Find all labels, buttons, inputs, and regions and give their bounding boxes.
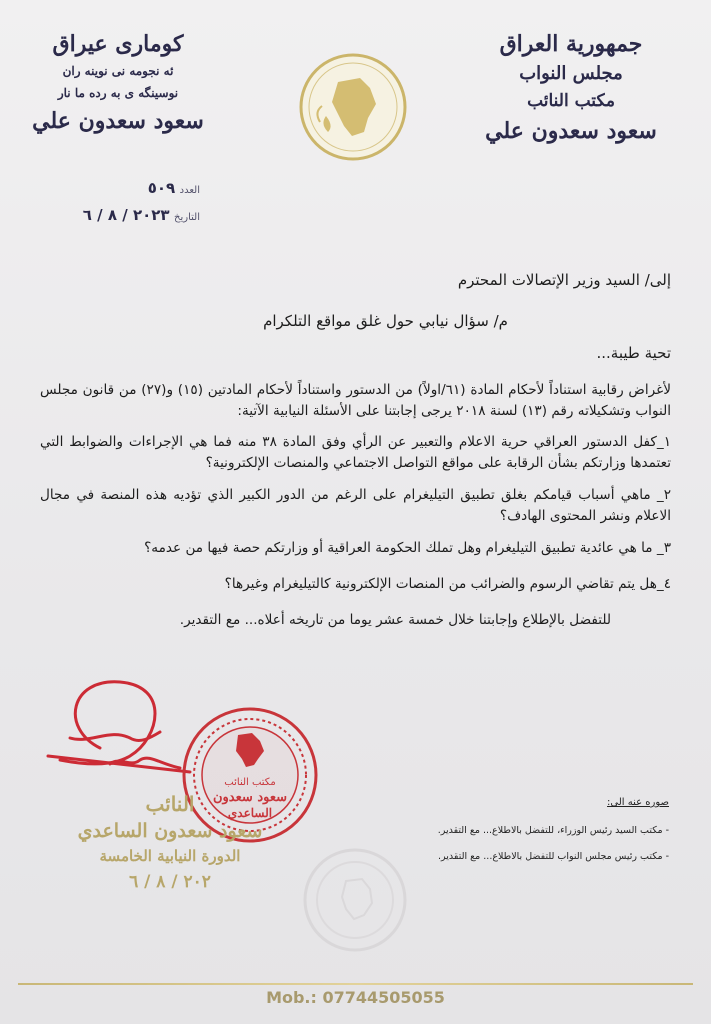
ref-date: ٢٠٢٣ / ٨ / ٦ xyxy=(82,206,170,224)
ref-date-label: التاريخ xyxy=(174,212,200,223)
ref-number-label: العدد xyxy=(179,185,200,196)
seal-line1: مكتب النائب xyxy=(224,777,276,788)
letterhead-name: سعود سعدون علي xyxy=(485,118,657,144)
letterhead-country: جمهورية العراق xyxy=(499,31,643,57)
seal-line3: الساعدي xyxy=(227,806,273,820)
cc-item: - مكتب السيد رئيس الوزراء، للتفضل بالاطلاع... مع التقدير. xyxy=(437,825,669,836)
cc-heading: صوره عنه الى: xyxy=(607,797,669,808)
signatory-session: الدورة النيابية الخامسة xyxy=(99,847,241,865)
signatory-date: ٢٠٢ / ٨ / ٦ xyxy=(129,872,211,892)
seal-line2: سعود سعدون xyxy=(212,790,288,805)
letter-closing: للتفضل بالإطلاع وإجابتنا خلال خمسة عشر يوما من تاريخه أعلاه... مع التقدير. xyxy=(179,612,611,628)
letterhead-council: مجلس النواب xyxy=(519,63,623,84)
letter-intro: لأغراض رقابية استناداً لأحكام المادة (٦١/اولاً) من الدستور واستناداً لأحكام المادتين (١٥) و(٢٧) من قانون مجلس النواب وتشكيلاته رقم (١٣) لسنة ٢٠١٨ يرجى إجابتنا على الأسئلة النيابية الآتية: xyxy=(40,382,671,419)
handwritten-signature xyxy=(40,668,200,798)
letterhead-kurdish-council: ئه نجومه نی نوینه ران xyxy=(62,64,174,78)
letterhead-kurdish-country: كوماری عيراق xyxy=(52,31,184,57)
ref-number: ٥٠٩ xyxy=(147,179,176,197)
letterhead-kurdish-name: سعود سعدون علي xyxy=(32,108,204,134)
footer-divider xyxy=(18,983,693,985)
footer-mobile: Mob.: 07744505055 xyxy=(266,988,445,1007)
question-1: ١_كفل الدستور العراقي حرية الاعلام والتعبير عن الرأي وفق المادة ٣٨ منه فما هي الإجراءات والضوابط التي تعتمدها وزارتكم بشأن الرقابة على مواقع التواصل الاجتماعي والمنصات الإلكترونية؟ xyxy=(40,434,671,471)
signatory-name: سعود سعدون الساعدي xyxy=(77,820,263,842)
letterhead-arabic xyxy=(461,28,681,148)
cc-block xyxy=(369,797,669,874)
letter-greeting: تحية طيبة... xyxy=(596,344,671,362)
letterhead-kurdish xyxy=(18,28,218,138)
cc-item: - مكتب رئيس مجلس النواب للتفضل بالاطلاع... مع التقدير. xyxy=(438,851,669,862)
gold-signature-block xyxy=(40,790,300,896)
letter-subject: م/ سؤال نيابي حول غلق مواقع التلكرام xyxy=(263,312,508,330)
signatory-title: النائب xyxy=(145,792,195,816)
question-2: ٢_ ماهي أسباب قيامكم بغلق تطبيق التيليغرام على الرغم من الدور الكبير الذي تؤديه هذه المنصة في مجال الاعلام ونشر المحتوى الهادف؟ xyxy=(40,487,671,524)
question-4: ٤_هل يتم تقاضي الرسوم والضرائب من المنصات الإلكترونية كالتيليغرام وغيرها؟ xyxy=(224,576,671,592)
question-3: ٣_ ما هي عائدية تطبيق التيليغرام وهل تملك الحكومة العراقية أو وزارتكم حصة فيها من عدمه؟ xyxy=(144,540,671,556)
letterhead-kurdish-office: نوسینگه ی به رده ما نار xyxy=(57,86,179,100)
reference-block xyxy=(40,176,200,230)
iraq-emblem-logo xyxy=(298,52,408,162)
letter-recipient: إلى/ السيد وزير الإتصالات المحترم xyxy=(457,271,671,289)
letterhead-office: مكتب النائب xyxy=(527,91,615,111)
